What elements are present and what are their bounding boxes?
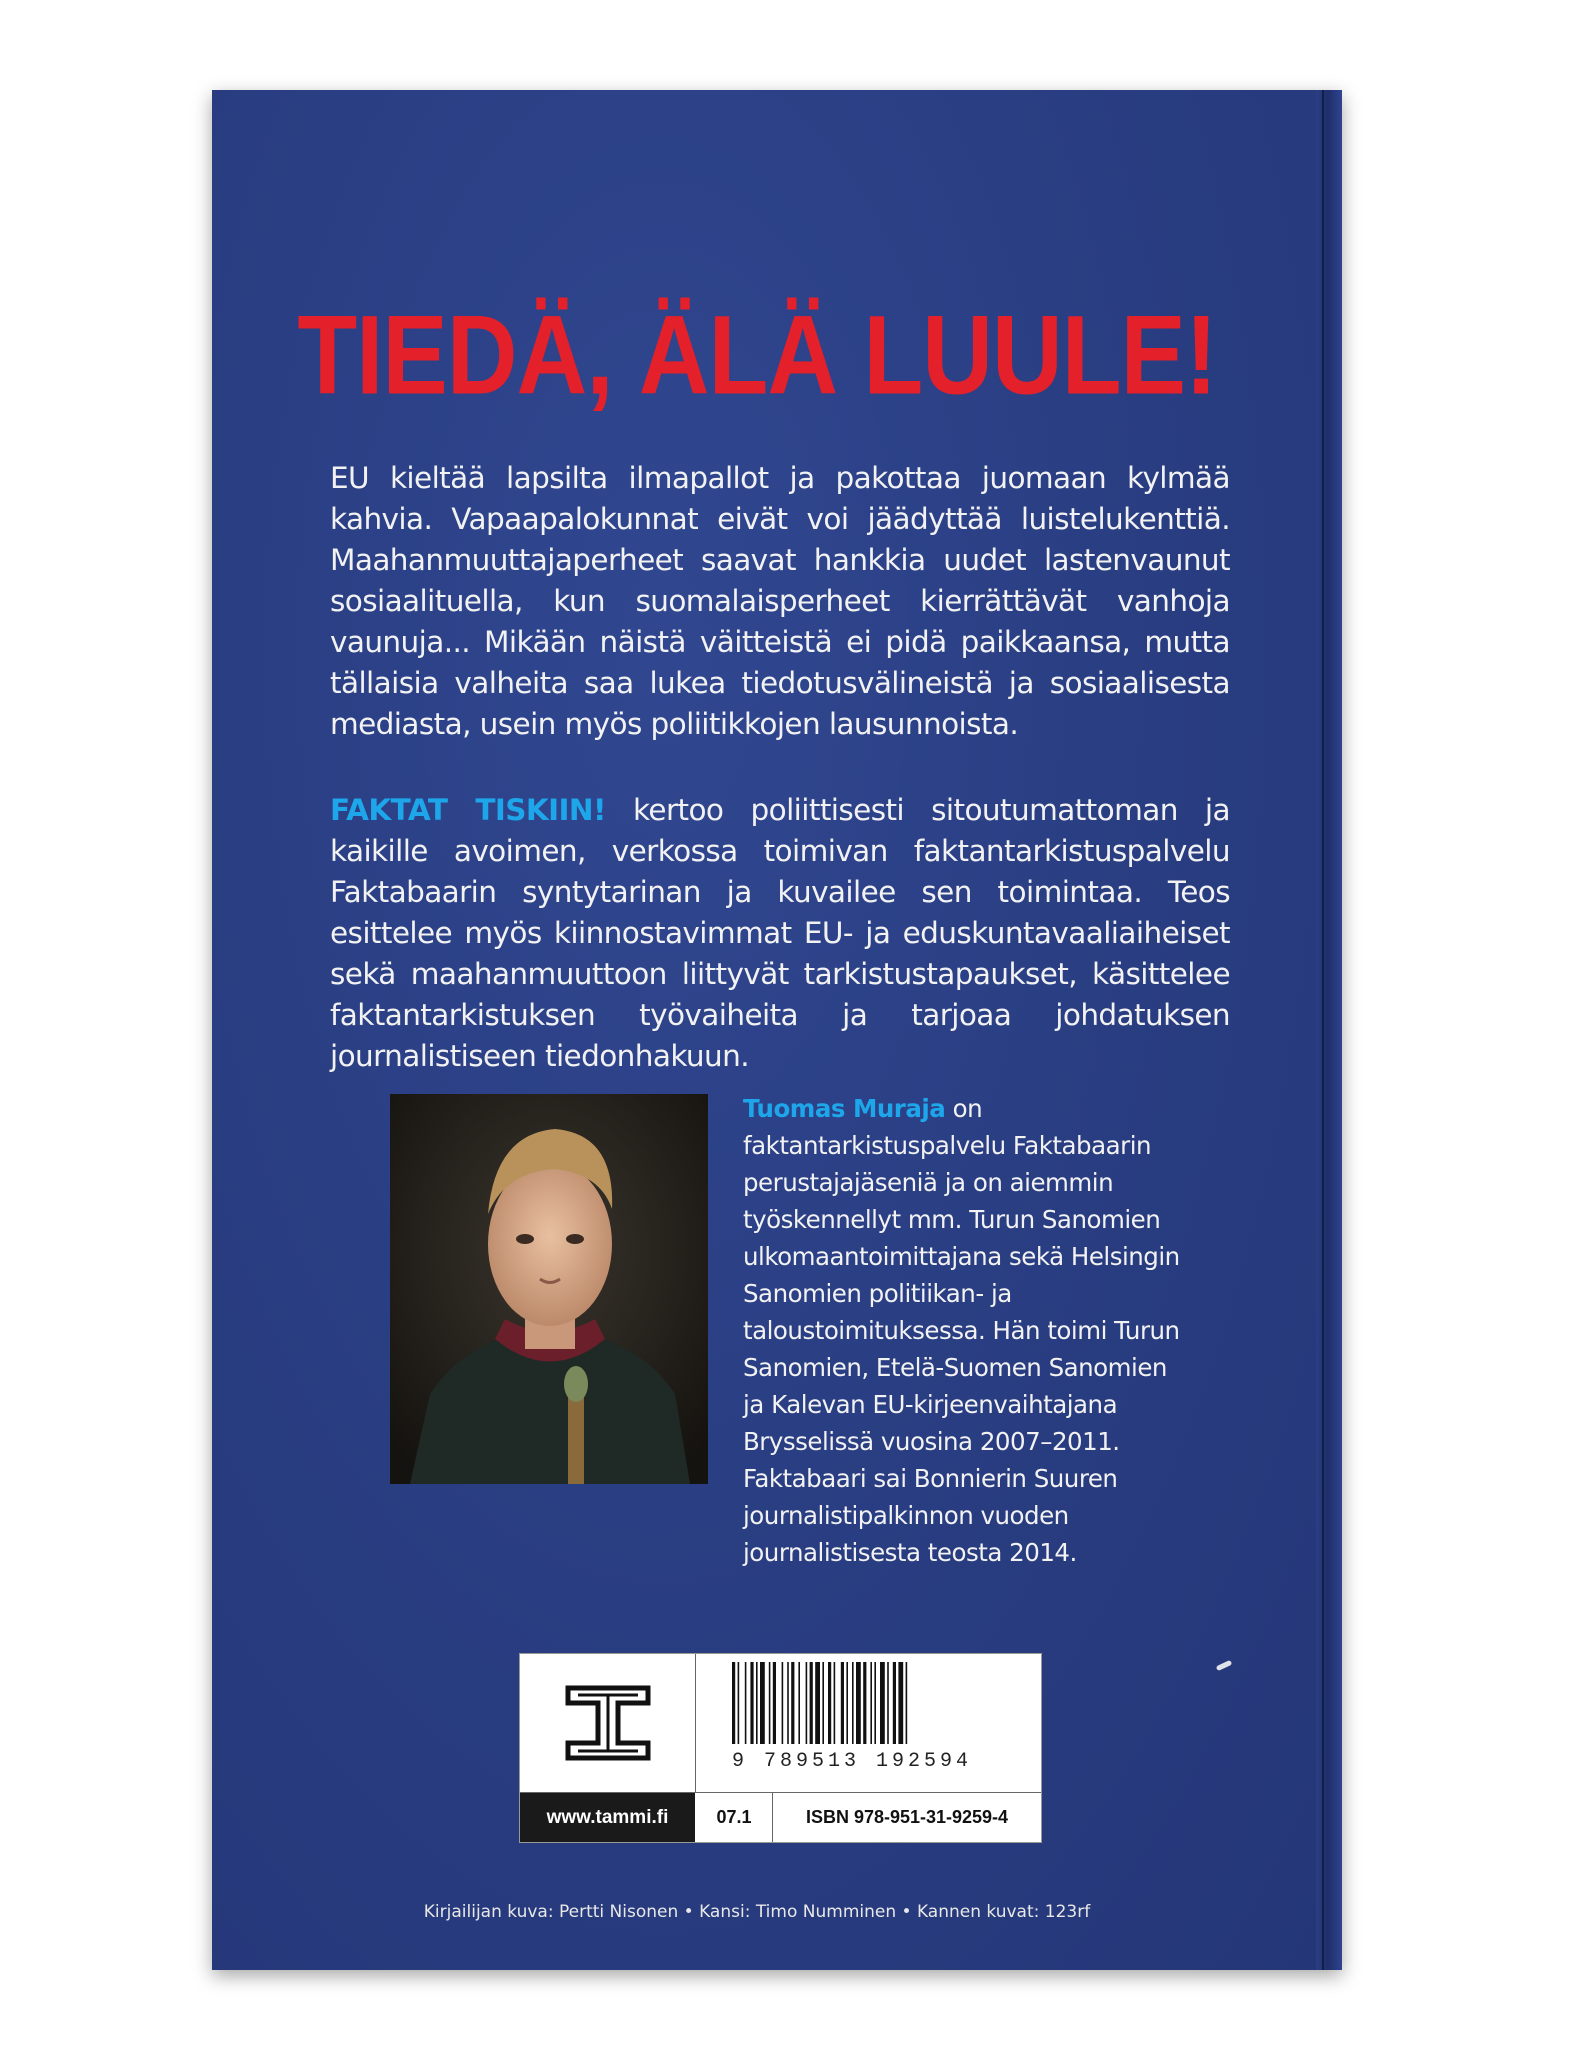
barcode-bars — [732, 1662, 972, 1754]
barcode-bar — [834, 1662, 836, 1744]
barcode-bar — [806, 1662, 808, 1744]
surface-speck — [1216, 1660, 1233, 1671]
barcode — [696, 1654, 1041, 1793]
classification-code: 07.1 — [696, 1793, 773, 1842]
barcode-bar — [810, 1662, 813, 1744]
barcode-bar — [745, 1662, 747, 1744]
barcode-bar — [856, 1662, 861, 1744]
barcode-bar — [750, 1662, 753, 1744]
barcode-bar — [893, 1662, 896, 1744]
publisher-url: www.tammi.fi — [520, 1793, 695, 1842]
barcode-bar — [906, 1662, 908, 1744]
blurb-paragraph-1: EU kieltää lapsilta ilmapallot ja pakottaa juomaan kylmää kahvia. Vapaapalokunnat eivät voi jäädyttää luistelukenttiä. Maahanmuuttajaperheet saavat hankkia uudet lastenvaunut sosiaalituella, kun suomalaisperheet kierrättävät vanhoja vaunuja... Mikään näistä väitteistä ei pidä paikkaansa, mutta tällaisia valheita saa lukea tiedotusvälineistä ja sosiaalisesta mediasta, usein myös poliitikkojen lausunnoista. — [330, 461, 1230, 741]
author-name: Tuomas Muraja — [743, 1094, 946, 1123]
spine-groove — [1322, 90, 1324, 1970]
book-title-highlight: FAKTAT TISKIIN! — [330, 793, 606, 827]
barcode-bar — [874, 1662, 876, 1744]
barcode-bar — [773, 1662, 776, 1744]
barcode-digits: 9 789513 192594 — [732, 1750, 973, 1773]
barcode-bar — [756, 1662, 758, 1744]
barcode-bar — [769, 1662, 771, 1744]
isbn: ISBN 978-951-31-9259-4 — [805, 1807, 1009, 1827]
barcode-bar — [738, 1662, 740, 1744]
blurb-paragraph-2 — [330, 790, 1230, 1077]
cover-credits: Kirjailijan kuva: Pertti Nisonen • Kansi: Timo Numminen • Kannen kuvat: 123rf — [423, 1902, 1091, 1922]
spine-edge — [1316, 90, 1342, 1970]
barcode-bar — [822, 1662, 824, 1744]
barcode-bar — [898, 1662, 903, 1744]
barcode-bar — [846, 1662, 848, 1744]
barcode-label — [519, 1653, 1042, 1843]
barcode-bar — [760, 1662, 765, 1744]
barcode-bar — [787, 1662, 789, 1744]
barcode-bar — [852, 1662, 854, 1744]
barcode-bar — [798, 1662, 800, 1744]
barcode-bar — [732, 1662, 735, 1744]
barcode-bar — [815, 1662, 820, 1744]
author-bio-text: on faktantarkistuspalvelu Faktabaarin perustajajäseniä ja on aiemmin työskennellyt mm. Turun Sanomien ulkomaantoimittajana sekä Helsingin Sanomien politiikan- ja taloustoimituksessa. Hän toimi Turun Sanomien, Etelä-Suomen Sanomien ja Kalevan EU-kirjeenvaihtajana Brysselissä vuosina 2007–2011. Faktabaari sai Bonnierin Suuren journalistipalkinnon vuoden journalistisesta teosta 2014. — [743, 1094, 1180, 1567]
blurb-paragraph-2-text: kertoo poliittisesti sitoutumattoman ja kaikille avoimen, verkossa toimivan faktantarkistuspalvelu Faktabaarin syntytarinan ja kuvailee sen toimintaa. Teos esittelee myös kiinnostavimmat EU- ja eduskuntavaaliaiheiset sekä maahanmuuttoon liittyvät tarkistustapaukset, käsittelee faktantarkistuksen työvaiheita ja tarjoaa johdatuksen journalistiseen tiedonhakuun. — [330, 793, 1230, 1073]
barcode-bar — [791, 1662, 794, 1744]
barcode-bar — [887, 1662, 889, 1744]
barcode-bar — [782, 1662, 784, 1744]
barcode-bar — [863, 1662, 866, 1744]
publisher-logo — [520, 1654, 696, 1793]
barcode-bar — [828, 1662, 831, 1744]
barcode-bar — [841, 1662, 844, 1744]
barcode-bar — [880, 1662, 885, 1744]
barcode-bar — [870, 1662, 872, 1744]
author-photo — [390, 1094, 708, 1484]
headline: TIEDÄ, ÄLÄ LUULE! — [297, 291, 1217, 418]
book-back-cover — [212, 90, 1342, 1970]
author-bio — [743, 1090, 1183, 1571]
